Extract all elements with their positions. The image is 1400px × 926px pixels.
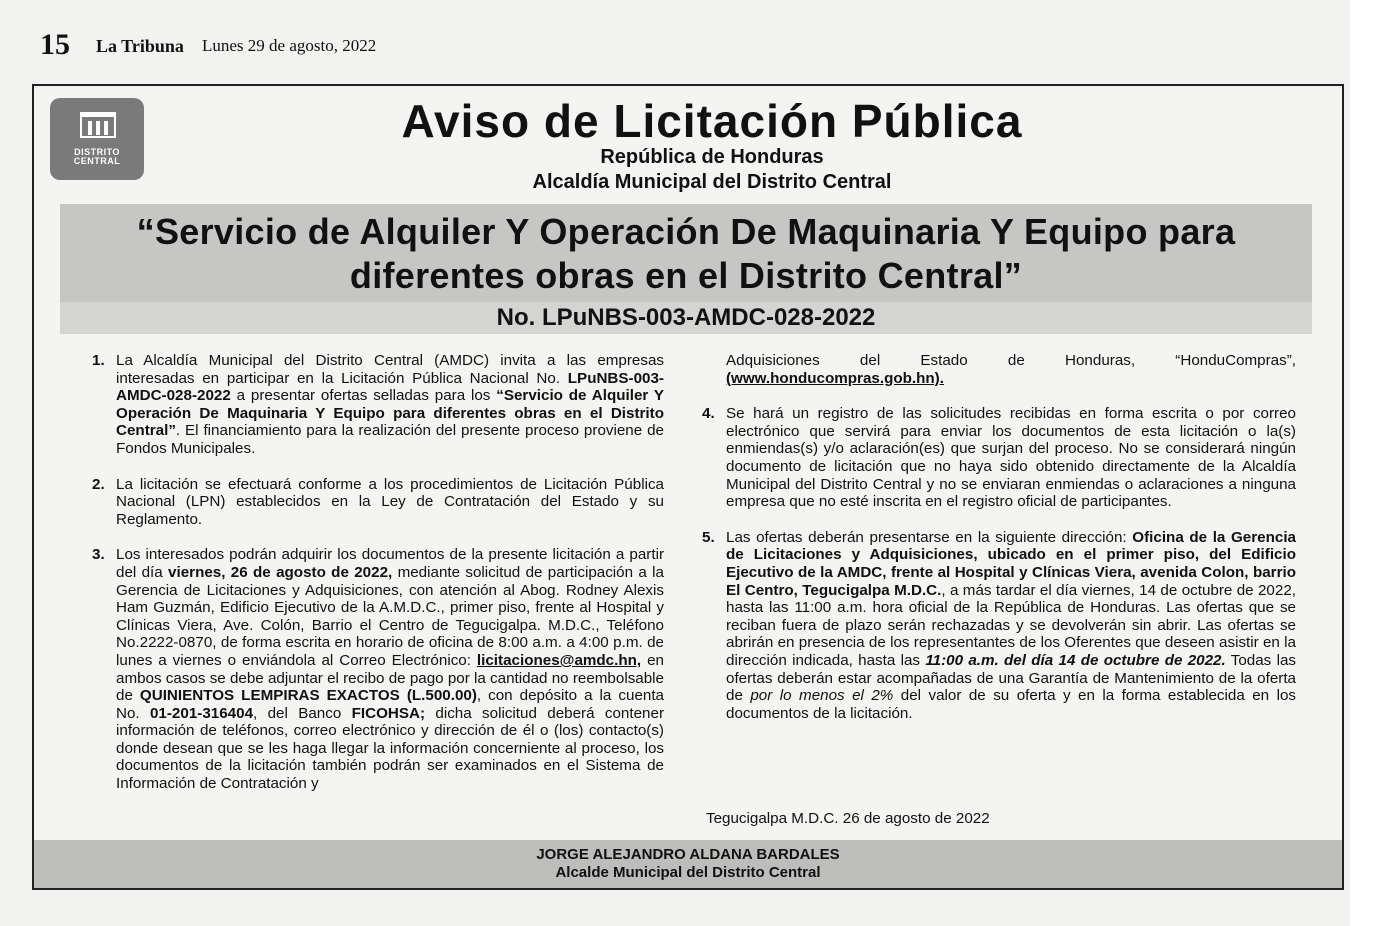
signature-block: [34, 840, 1342, 888]
clause-number: 3.: [92, 546, 105, 564]
newspaper-name: La Tribuna: [96, 36, 184, 56]
clause-3-continued: [702, 352, 1296, 387]
logo-line-2: CENTRAL: [73, 156, 121, 166]
clause-2: [92, 476, 664, 529]
logo-line-1: DISTRITO: [74, 147, 120, 157]
service-title-banner: [60, 204, 1312, 302]
newspaper-date: Lunes 29 de agosto, 2022: [202, 36, 377, 55]
service-title-line-2: diferentes obras en el Distrito Central”: [349, 255, 1023, 296]
clause-number: 5.: [702, 528, 715, 546]
clause-text: Adquisiciones del Estado de Honduras, “HonduCompras”, (www.honducompras.gob.hn).: [726, 352, 1296, 387]
clause-4: [702, 405, 1296, 511]
notice-title: Aviso de Licitación Pública: [401, 95, 1023, 147]
honducompras-link[interactable]: (www.honducompras.gob.hn).: [726, 369, 944, 387]
email-link[interactable]: licitaciones@amdc.hn,: [476, 651, 642, 669]
clause-number: 2.: [92, 475, 105, 493]
notice-subtitle-country: República de Honduras: [600, 146, 824, 168]
place-and-date: Tegucigalpa M.D.C. 26 de agosto de 2022: [706, 810, 990, 827]
page-number: 15: [40, 28, 70, 61]
notice-box: [32, 84, 1344, 890]
notice-subtitle-municipality: Alcaldía Municipal del Distrito Central: [532, 171, 892, 193]
clause-text: Los interesados podrán adquirir los documentos de la presente licitación a partir del día viernes, 26 de agosto de 2022, mediante solicitud de participación a la Gerencia de Licitaciones y Adquisiciones, con atención al Abog. Rodney Alexis Ham Guzmán, Edificio Ejecutivo de la A.M.D.C., primer piso, frente al Hospital y Clínicas Viera, Ave. Colón, Barrio el Centro de Tegucigalpa. M.D.C., Teléfono No.2222-0870, de forma escrita en horario de oficina de 8:00 a.m. a 4:00 p.m. de lunes a viernes o enviándola al Correo Electrónico: licitaciones@amdc.hn, en ambos casos se debe adjuntar el recibo de pago por la cantidad no reembolsable de QUINIENTOS LEMPIRAS EXACTOS (L.500.00), con depósito a la cuenta No. 01-201-316404, del Banco FICOHSA; dicha solicitud deberá contener información de teléfonos, correo electrónico y dirección de él o (los) contacto(s) donde desean que se les haga llegar la información concerniente al proceso, los documentos de la licitación también podrán ser examinados en el Sistema de Información de Contratación y: [116, 546, 665, 793]
signatory-role: Alcalde Municipal del Distrito Central: [555, 864, 821, 881]
signatory-name: JORGE ALEJANDRO ALDANA BARDALES: [536, 846, 840, 863]
clause-3: [92, 546, 664, 792]
clause-text: Las ofertas deberán presentarse en la siguiente dirección: Oficina de la Gerencia de Licitaciones y Adquisiciones, ubicado en el primer piso, del Edificio Ejecutivo de la AMDC, frente al Hospital y Clínicas Viera, avenida Colon, barrio El Centro, Tegucigalpa M.D.C., a más tardar el día viernes, 14 de octubre de 2022, hasta las 11:00 a.m. hora oficial de la República de Honduras. Las ofertas que se reciban fuera de plazo serán rechazadas y se devolverán sin abrir. Las ofertas se abrirán en presencia de los representantes de los Oferentes que deseen asistir en la dirección indicada, hasta las 11:00 a.m. del día 14 de octubre de 2022. Todas las ofertas deberán estar acompañadas de una Garantía de Mantenimiento de la oferta de por lo menos el 2% del valor de su oferta y en la forma establecida en los documentos de la licitación.: [726, 528, 1296, 722]
left-column: [92, 352, 664, 811]
clause-number: 4.: [702, 405, 715, 423]
tender-number: No. LPuNBS-003-AMDC-028-2022: [60, 302, 1312, 334]
clause-1: [92, 352, 664, 458]
clause-text: La Alcaldía Municipal del Distrito Central (AMDC) invita a las empresas interesadas en participar en la Licitación Pública Nacional No. LPuNBS-003-AMDC-028-2022 a presentar ofertas selladas para los “Servicio de Alquiler Y Operación De Maquinaria Y Equipo para diferentes obras en el Distrito Central”. El financiamiento para la realización del presente proceso proviene de Fondos Municipales.: [116, 352, 665, 457]
clause-number: 1.: [92, 352, 105, 369]
clause-5: [702, 529, 1296, 723]
clause-text: La licitación se efectuará conforme a los procedimientos de Licitación Pública Nacional (LPN) establecidos en la Ley de Contratación del Estado y su Reglamento.: [116, 475, 664, 528]
right-column: [702, 352, 1296, 740]
clause-text: Se hará un registro de las solicitudes recibidas en forma escrita o por correo electrónico que servirá para enviar los documentos de esta licitación o la(s) enmiendas(s) y/o aclaración(es) que surjan del proceso. No se considerará ningún documento de licitación que no haya sido obtenido directamente de la Alcaldía Municipal del Distrito Central y no se enviaran enmiendas o aclaraciones a ninguna empresa que no esté inscrita en el registro oficial de participantes.: [726, 405, 1296, 511]
service-title-line-1: “Servicio de Alquiler Y Operación De Maquinaria Y Equipo para: [136, 211, 1236, 252]
